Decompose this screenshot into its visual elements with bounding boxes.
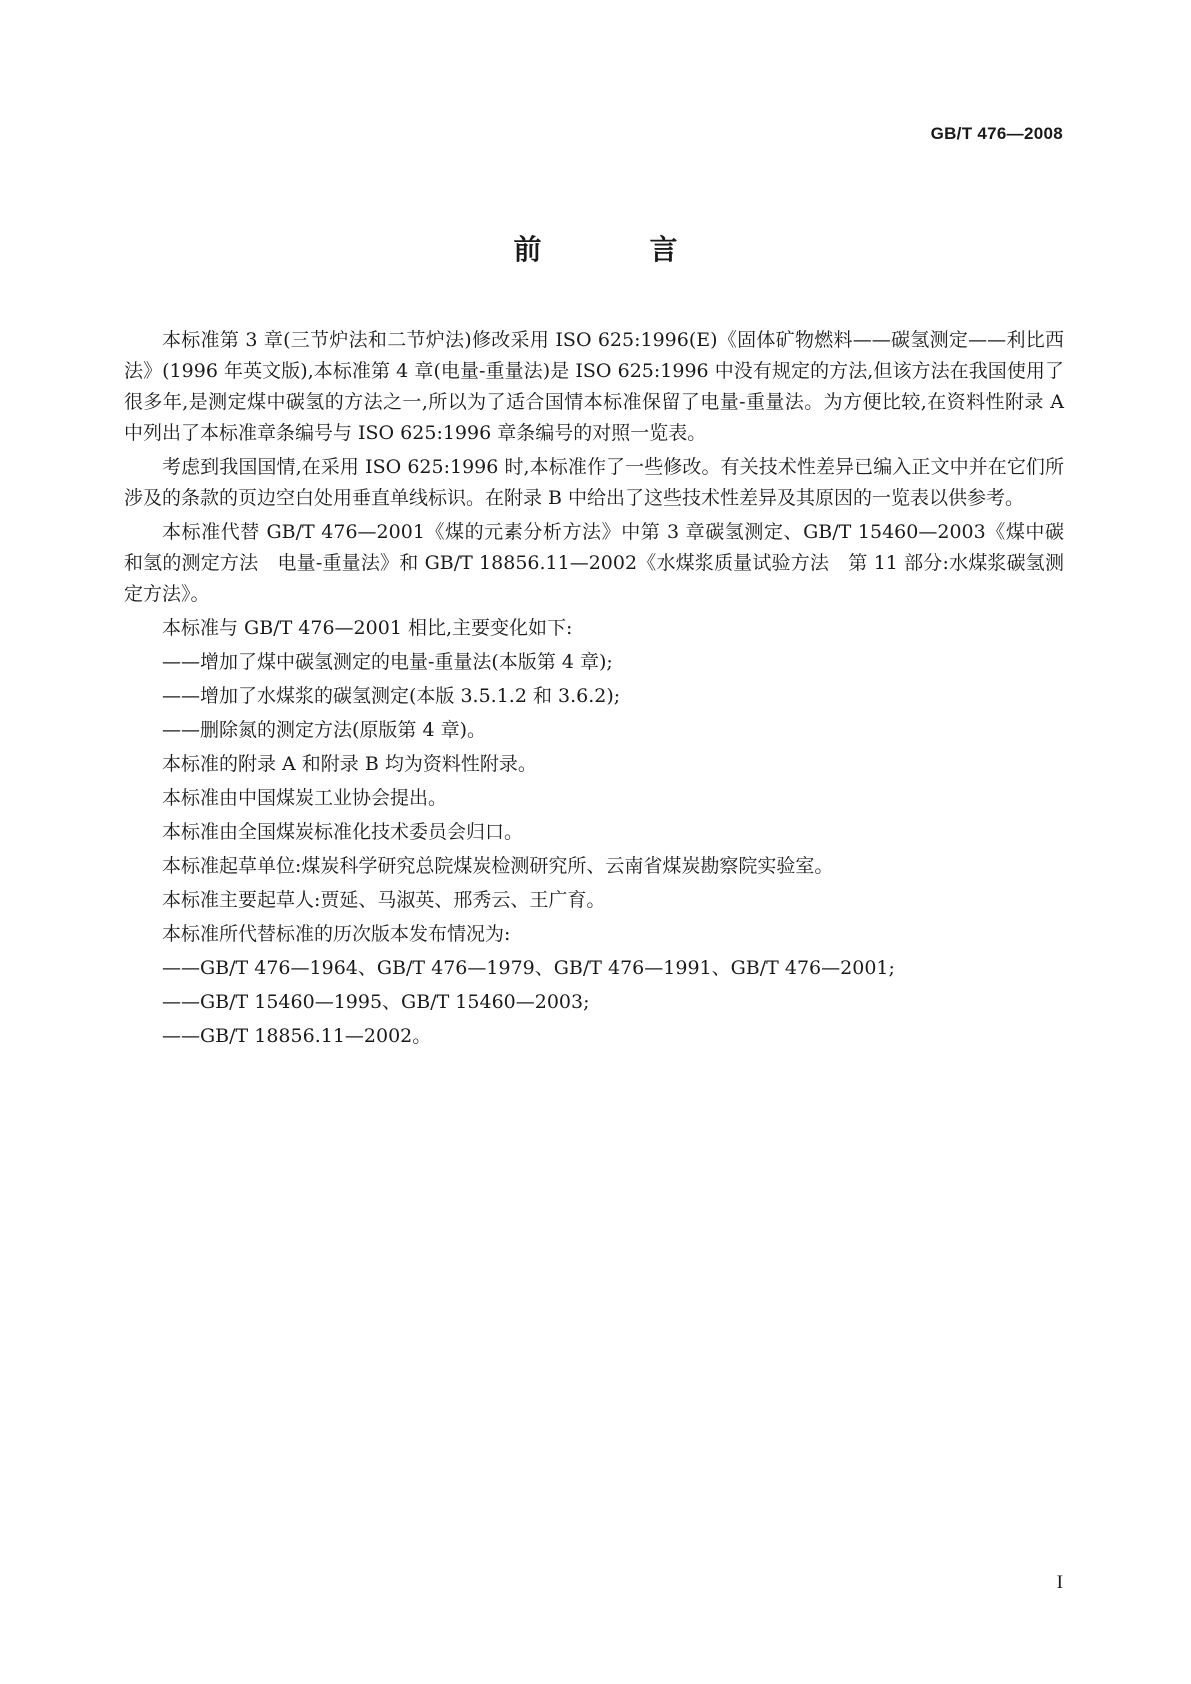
document-body [124, 325, 1064, 1052]
paragraph-modifications: 考虑到我国国情,在采用 ISO 625:1996 时,本标准作了一些修改。有关技术性差异已编入正文中并在它们所涉及的条款的页边空白处用垂直单线标识。在附录 B 中给出了这些技术性差异及其原因的一览表以供参考。 [124, 456, 1064, 509]
list-item: ——增加了水煤浆的碳氢测定(本版 3.5.1.2 和 3.6.2); [162, 685, 621, 707]
statement-drafters: 本标准主要起草人:贾延、马淑英、邢秀云、王广育。 [162, 889, 606, 911]
paragraph-replaces: 本标准代替 GB/T 476—2001《煤的元素分析方法》中第 3 章碳氢测定、GB/T 15460—2003《煤中碳和氢的测定方法 电量-重量法》和 GB/T 18856.11—2002《水煤浆质量试验方法 第 11 部分:水煤浆碳氢测定方法》。 [124, 521, 1064, 605]
statement-history-intro: 本标准所代替标准的历次版本发布情况为: [162, 923, 511, 945]
page-number: I [1056, 1572, 1063, 1593]
statement-drafting-units: 本标准起草单位:煤炭科学研究总院煤炭检测研究所、云南省煤炭勘察院实验室。 [162, 855, 834, 877]
history-item: ——GB/T 15460—1995、GB/T 15460—2003; [162, 991, 590, 1013]
page-title: 前 言 [513, 233, 718, 266]
statement-proposer: 本标准由中国煤炭工业协会提出。 [162, 787, 448, 809]
list-item: ——删除氮的测定方法(原版第 4 章)。 [162, 719, 486, 741]
paragraph-changes-intro: 本标准与 GB/T 476—2001 相比,主要变化如下: [162, 617, 573, 639]
list-item: ——增加了煤中碳氢测定的电量-重量法(本版第 4 章); [162, 651, 613, 673]
history-item: ——GB/T 18856.11—2002。 [162, 1025, 432, 1047]
statement-committee: 本标准由全国煤炭标准化技术委员会归口。 [162, 821, 524, 843]
statement-annex: 本标准的附录 A 和附录 B 均为资料性附录。 [162, 753, 537, 775]
history-item: ——GB/T 476—1964、GB/T 476—1979、GB/T 476—1991、GB/T 476—2001; [162, 957, 895, 979]
paragraph-adoption: 本标准第 3 章(三节炉法和二节炉法)修改采用 ISO 625:1996(E)《固体矿物燃料——碳氢测定——利比西法》(1996 年英文版),本标准第 4 章(电量-重量法)是 ISO 625:1996 中没有规定的方法,但该方法在我国使用了很多年,是测定煤中碳氢的方法之一,所以为了适合国情本标准保留了电量-重量法。为方便比较,在资料性附录 A 中列出了本标准章条编号与 ISO 625:1996 章条编号的对照一览表。 [124, 329, 1064, 444]
standard-code: GB/T 476—2008 [930, 124, 1063, 143]
